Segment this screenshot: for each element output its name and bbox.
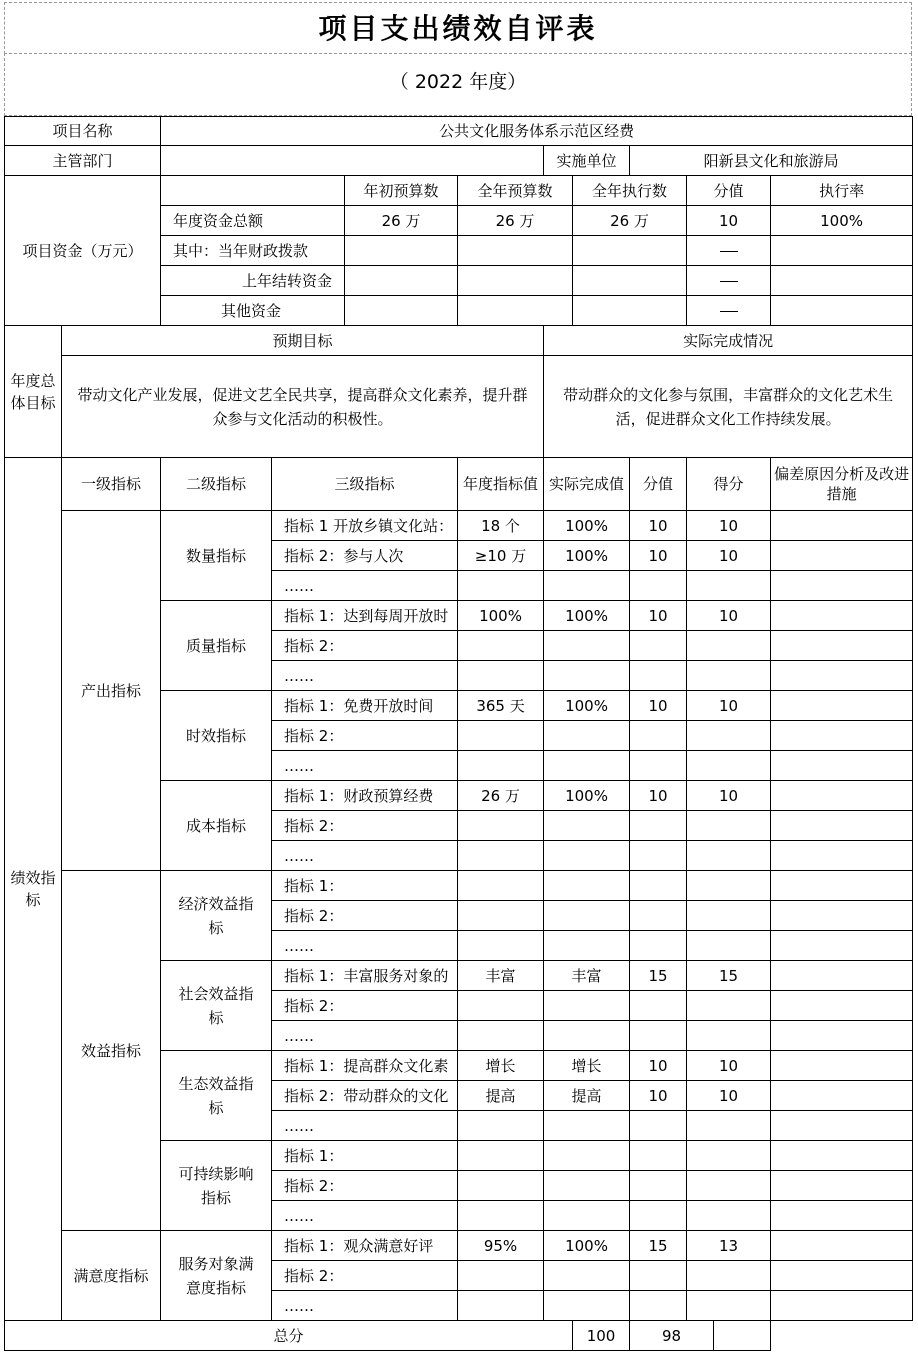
level3-cell: 指标 1：达到每周开放时 [272,601,458,631]
score-value-cell [630,1171,687,1201]
level2-cell: 服务对象满意度指标 [161,1231,272,1321]
funds-header-rate: 执行率 [771,176,913,206]
level3-cell: …… [272,931,458,961]
goals-actual-header: 实际完成情况 [544,326,913,356]
score-value-cell [630,1021,687,1051]
level3-cell: 指标 1：提高群众文化素 [272,1051,458,1081]
funds-header-exec: 全年执行数 [573,176,687,206]
deviation-cell [771,961,913,991]
deviation-cell [771,991,913,1021]
level3-cell: 指标 2： [272,721,458,751]
funds-label: 项目资金（万元） [5,176,161,326]
actual-cell: 增长 [544,1051,630,1081]
score-value-cell [630,721,687,751]
deviation-cell [771,1141,913,1171]
goals-expected-header: 预期目标 [62,326,544,356]
header-deviation: 偏差原因分析及改进措施 [771,458,913,511]
actual-cell [544,661,630,691]
indicator-row [5,1231,913,1261]
funds-carryover-label: 上年结转资金 [161,266,345,296]
actual-cell: 100% [544,511,630,541]
level3-cell: 指标 2： [272,901,458,931]
goals-label: 年度总体目标 [5,326,62,458]
funds-header-initial: 年初预算数 [345,176,458,206]
target-cell [458,751,544,781]
target-cell [458,1171,544,1201]
deviation-cell [771,541,913,571]
target-cell: 100% [458,601,544,631]
header-level3: 三级指标 [272,458,458,511]
score-cell [687,1111,771,1141]
level2-cell: 可持续影响指标 [161,1141,272,1231]
score-cell [687,721,771,751]
score-value-cell: 10 [630,601,687,631]
actual-cell [544,991,630,1021]
level2-cell: 经济效益指标 [161,871,272,961]
score-cell [687,1261,771,1291]
dash-mark [720,311,738,312]
level3-cell: 指标 2：参与人次 [272,541,458,571]
deviation-cell [771,691,913,721]
level3-cell: 指标 1：观众满意好评 [272,1231,458,1261]
target-cell: 丰富 [458,961,544,991]
score-cell [687,751,771,781]
score-cell [687,1291,771,1321]
cell [573,236,687,266]
funds-total-rate: 100% [771,206,913,236]
score-cell: 10 [687,511,771,541]
level3-cell: 指标 1：丰富服务对象的 [272,961,458,991]
score-cell [687,1021,771,1051]
actual-cell: 丰富 [544,961,630,991]
score-cell [687,661,771,691]
level2-cell: 成本指标 [161,781,272,871]
score-cell [687,841,771,871]
header-level2: 二级指标 [161,458,272,511]
indicator-row [5,511,913,541]
level2-cell: 质量指标 [161,601,272,691]
score-cell: 10 [687,1051,771,1081]
dept-value [161,146,544,176]
score-value-cell [630,1111,687,1141]
total-row [5,1321,913,1351]
funds-other-label: 其他资金 [161,296,345,326]
actual-cell [544,1111,630,1141]
evaluation-table [4,116,913,1351]
actual-cell [544,751,630,781]
score-cell [687,871,771,901]
score-cell [687,991,771,1021]
score-value-cell: 15 [630,961,687,991]
actual-cell [544,1261,630,1291]
deviation-cell [771,1081,913,1111]
score-cell: 15 [687,961,771,991]
level1-cell: 产出指标 [62,511,161,871]
cell [458,236,573,266]
score-value-cell [630,871,687,901]
actual-cell [544,811,630,841]
score-cell [687,1171,771,1201]
dash-cell [687,236,771,266]
score-value-cell [630,1261,687,1291]
deviation-cell [771,1021,913,1051]
score-cell: 10 [687,1081,771,1111]
actual-cell: 提高 [544,1081,630,1111]
score-value-cell [630,751,687,781]
level3-cell: …… [272,661,458,691]
level2-cell: 生态效益指标 [161,1051,272,1141]
score-cell [687,1141,771,1171]
target-cell [458,1261,544,1291]
level2-cell: 时效指标 [161,691,272,781]
level3-cell: 指标 2： [272,991,458,1021]
score-value-cell: 10 [630,1081,687,1111]
target-cell: 365 天 [458,691,544,721]
score-value-cell [630,811,687,841]
page-title: 项目支出绩效自评表 [4,2,912,54]
actual-cell [544,631,630,661]
total-label: 总分 [5,1321,573,1351]
level2-cell: 社会效益指标 [161,961,272,1051]
cell [771,296,913,326]
score-value-cell: 10 [630,541,687,571]
funds-total-exec: 26 万 [573,206,687,236]
level3-cell: 指标 1：财政预算经费 [272,781,458,811]
dash-cell [687,266,771,296]
header-target: 年度指标值 [458,458,544,511]
deviation-cell [771,661,913,691]
target-cell: 26 万 [458,781,544,811]
actual-cell [544,571,630,601]
deviation-cell [771,571,913,601]
actual-cell [544,721,630,751]
deviation-cell [771,781,913,811]
level3-cell: 指标 1：免费开放时间 [272,691,458,721]
score-cell: 10 [687,541,771,571]
deviation-cell [771,1231,913,1261]
actual-cell [544,1171,630,1201]
score-value-cell [630,991,687,1021]
project-name-value: 公共文化服务体系示范区经费 [161,117,913,146]
level1-cell: 效益指标 [62,871,161,1231]
target-cell: 提高 [458,1081,544,1111]
level3-cell: 指标 2： [272,1171,458,1201]
target-cell: 增长 [458,1051,544,1081]
deviation-cell [771,1261,913,1291]
header-level1: 一级指标 [62,458,161,511]
score-value-cell [630,901,687,931]
actual-cell [544,1141,630,1171]
cell [458,266,573,296]
actual-cell [544,1201,630,1231]
level3-cell: …… [272,751,458,781]
target-cell [458,871,544,901]
funds-header-full: 全年预算数 [458,176,573,206]
score-value-cell: 10 [630,781,687,811]
dash-mark [720,251,738,252]
deviation-cell [771,871,913,901]
deviation-cell [771,1051,913,1081]
actual-cell [544,1021,630,1051]
cell [771,266,913,296]
score-cell [687,1201,771,1231]
score-cell: 10 [687,781,771,811]
level3-cell: …… [272,841,458,871]
actual-cell: 100% [544,1231,630,1261]
deviation-cell [771,811,913,841]
total-score: 98 [630,1321,714,1351]
level3-cell: 指标 2： [272,811,458,841]
deviation-cell [771,631,913,661]
project-name-label: 项目名称 [5,117,161,146]
dept-label: 主管部门 [5,146,161,176]
target-cell [458,931,544,961]
level3-cell: …… [272,571,458,601]
goals-expected: 带动文化产业发展，促进文艺全民共享，提高群众文化素养，提升群众参与文化活动的积极性。 [62,356,544,458]
target-cell: ≥10 万 [458,541,544,571]
header-score: 得分 [687,458,771,511]
score-cell [687,571,771,601]
target-cell [458,1201,544,1231]
target-cell: 18 个 [458,511,544,541]
score-value-cell [630,1141,687,1171]
level3-cell: 指标 2： [272,631,458,661]
deviation-cell [771,841,913,871]
score-value-cell [630,571,687,601]
cell [458,296,573,326]
score-value-cell: 10 [630,691,687,721]
year-label: （ 2022 年度） [4,53,912,116]
target-cell [458,991,544,1021]
funds-total-label: 年度资金总额 [161,206,345,236]
target-cell [458,1111,544,1141]
score-cell [687,901,771,931]
dash-mark [720,281,738,282]
score-value-cell [630,1201,687,1231]
cell [573,266,687,296]
actual-cell [544,1291,630,1321]
deviation-cell [771,1291,913,1321]
score-value-cell: 10 [630,1051,687,1081]
total-deviation [714,1321,771,1351]
deviation-cell [771,901,913,931]
header-actual: 实际完成值 [544,458,630,511]
actual-cell: 100% [544,691,630,721]
actual-cell [544,901,630,931]
cell [345,236,458,266]
deviation-cell [771,721,913,751]
deviation-cell [771,1201,913,1231]
score-value-cell [630,841,687,871]
indicators-section-label: 绩效指标 [5,458,62,1321]
level3-cell: 指标 1 开放乡镇文化站： [272,511,458,541]
score-cell: 13 [687,1231,771,1261]
funds-header-blank [161,176,345,206]
score-cell [687,631,771,661]
target-cell [458,901,544,931]
score-value-cell: 15 [630,1231,687,1261]
funds-total-full: 26 万 [458,206,573,236]
level3-cell: 指标 1： [272,871,458,901]
goals-actual: 带动群众的文化参与氛围，丰富群众的文化艺术生活，促进群众文化工作持续发展。 [544,356,913,458]
target-cell [458,1291,544,1321]
target-cell: 95% [458,1231,544,1261]
funds-fiscal-label: 其中：当年财政拨款 [161,236,345,266]
score-cell: 10 [687,691,771,721]
level3-cell: 指标 2： [272,1261,458,1291]
level3-cell: 指标 1： [272,1141,458,1171]
level2-cell: 数量指标 [161,511,272,601]
deviation-cell [771,1171,913,1201]
target-cell [458,721,544,751]
actual-cell [544,931,630,961]
target-cell [458,1021,544,1051]
deviation-cell [771,1111,913,1141]
indicator-row [5,871,913,901]
level3-cell: 指标 2：带动群众的文化 [272,1081,458,1111]
score-value-cell [630,1291,687,1321]
deviation-cell [771,931,913,961]
score-cell: 10 [687,601,771,631]
actual-cell: 100% [544,601,630,631]
actual-cell [544,871,630,901]
cell [573,296,687,326]
level1-cell: 满意度指标 [62,1231,161,1321]
cell [771,236,913,266]
target-cell [458,841,544,871]
deviation-cell [771,601,913,631]
total-score-value: 100 [573,1321,630,1351]
funds-total-initial: 26 万 [345,206,458,236]
target-cell [458,661,544,691]
target-cell [458,571,544,601]
level3-cell: …… [272,1201,458,1231]
actual-cell: 100% [544,781,630,811]
level3-cell: …… [272,1111,458,1141]
unit-label: 实施单位 [544,146,630,176]
actual-cell [544,841,630,871]
funds-total-score-value: 10 [687,206,771,236]
target-cell [458,1141,544,1171]
deviation-cell [771,751,913,781]
header-score-value: 分值 [630,458,687,511]
dash-cell [687,296,771,326]
cell [345,266,458,296]
cell [345,296,458,326]
score-cell [687,811,771,841]
target-cell [458,811,544,841]
deviation-cell [771,511,913,541]
actual-cell: 100% [544,541,630,571]
score-value-cell [630,631,687,661]
target-cell [458,631,544,661]
score-cell [687,931,771,961]
score-value-cell [630,931,687,961]
level3-cell: …… [272,1291,458,1321]
funds-header-score-value: 分值 [687,176,771,206]
score-value-cell: 10 [630,511,687,541]
score-value-cell [630,661,687,691]
unit-value: 阳新县文化和旅游局 [630,146,913,176]
level3-cell: …… [272,1021,458,1051]
